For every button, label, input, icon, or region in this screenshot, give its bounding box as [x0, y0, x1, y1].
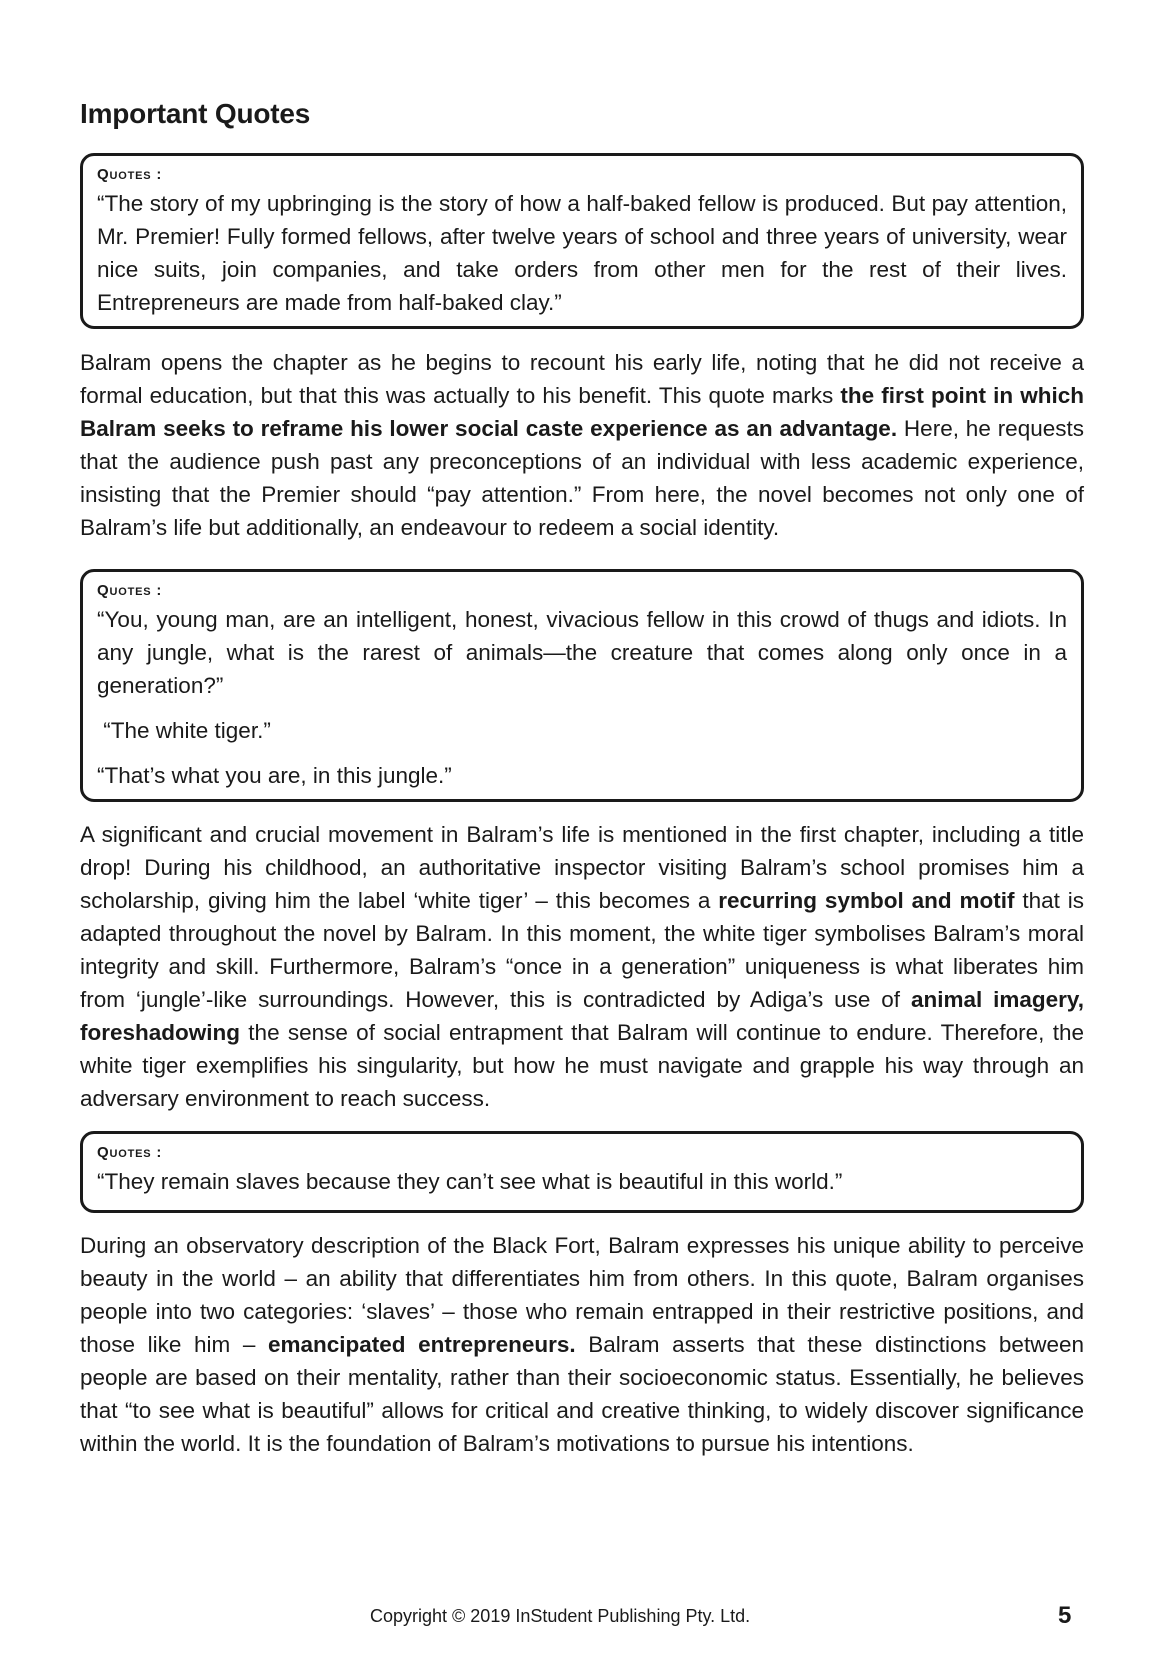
- emphasis-text: animal imagery, foreshadowing: [80, 987, 1084, 1045]
- quote-text: “You, young man, are an intelligent, honest, vivacious fellow in this crowd of thugs and idiots. In any jungle, what is the rarest of animals—the creature that comes along only once in a generation?”: [97, 607, 1067, 698]
- quote-box-2: [80, 569, 1084, 802]
- quote-line: “That’s what you are, in this jungle.”: [97, 763, 452, 788]
- paragraph-text: the sense of social entrapment that Balram will continue to endure. Therefore, the white tiger exemplifies his singularity, but how he must navigate and grapple his way through an adversary environment to reach success.: [80, 1020, 1084, 1111]
- paragraph-text: A significant and crucial movement in Balram’s life is mentioned in the first chapter, including a title drop! During his childhood, an authoritative inspector visiting Balram’s school promises him a scholarship, giving him the label ‘white tiger’ – this becomes a: [80, 822, 1084, 913]
- paragraph-text: Balram opens the chapter as he begins to recount his early life, noting that he did not receive a formal education, but that this was actually to his benefit. This quote marks: [80, 350, 1084, 408]
- analysis-paragraph-2: [80, 818, 1084, 1115]
- emphasis-text: recurring symbol and motif: [718, 888, 1015, 913]
- quote-label: Quotes :: [97, 166, 163, 183]
- copyright-notice: Copyright © 2019 InStudent Publishing Pty. Ltd.: [370, 1606, 751, 1626]
- analysis-paragraph-1: [80, 346, 1084, 544]
- quote-label: Quotes :: [97, 1144, 163, 1161]
- paragraph-text: During an observatory description of the Black Fort, Balram expresses his unique ability to perceive beauty in the world – an ability that differentiates him from others. In this quote, Balram organises people into two categories: ‘slaves’ – those who remain entrapped in their restrictive positions, and those like him –: [80, 1233, 1084, 1357]
- quote-label: Quotes :: [97, 582, 163, 599]
- emphasis-text: emancipated entrepreneurs.: [267, 1332, 576, 1357]
- quote-box-1: [80, 153, 1084, 329]
- emphasis-text: the first point in which Balram seeks to reframe his lower social caste experience as an advantage.: [80, 383, 1084, 441]
- quote-text: “They remain slaves because they can’t see what is beautiful in this world.”: [97, 1169, 843, 1194]
- page-number: 5: [1058, 1602, 1072, 1629]
- quote-box-3: [80, 1131, 1084, 1213]
- page-title: Important Quotes: [80, 98, 311, 129]
- analysis-paragraph-3: [80, 1229, 1084, 1460]
- quote-line: “The white tiger.”: [97, 718, 271, 743]
- paragraph-text: Balram asserts that these distinctions between people are based on their mentality, rather than their socioeconomic status. Essentially, he believes that “to see what is beautiful” allows for critical and creative thinking, to widely discover significance within the world. It is the foundation of Balram’s motivations to pursue his intentions.: [80, 1332, 1084, 1456]
- paragraph-text: Here, he requests that the audience push past any preconceptions of an individual with less academic experience, insisting that the Premier should “pay attention.” From here, the novel becomes not only one of Balram’s life but additionally, an endeavour to redeem a social identity.: [80, 416, 1084, 540]
- paragraph-text: that is adapted throughout the novel by Balram. In this moment, the white tiger symbolises Balram’s moral integrity and skill. Furthermore, Balram’s “once in a generation” uniqueness is what liberates him from ‘jungle’-like surroundings. However, this is contradicted by Adiga’s use of: [80, 888, 1084, 1012]
- quote-text: “The story of my upbringing is the story of how a half-baked fellow is produced. But pay attention, Mr. Premier! Fully formed fellows, after twelve years of school and three years of university, wear nice suits, join companies, and take orders from other men for the rest of their lives. Entrepreneurs are made from half-baked clay.”: [97, 191, 1067, 315]
